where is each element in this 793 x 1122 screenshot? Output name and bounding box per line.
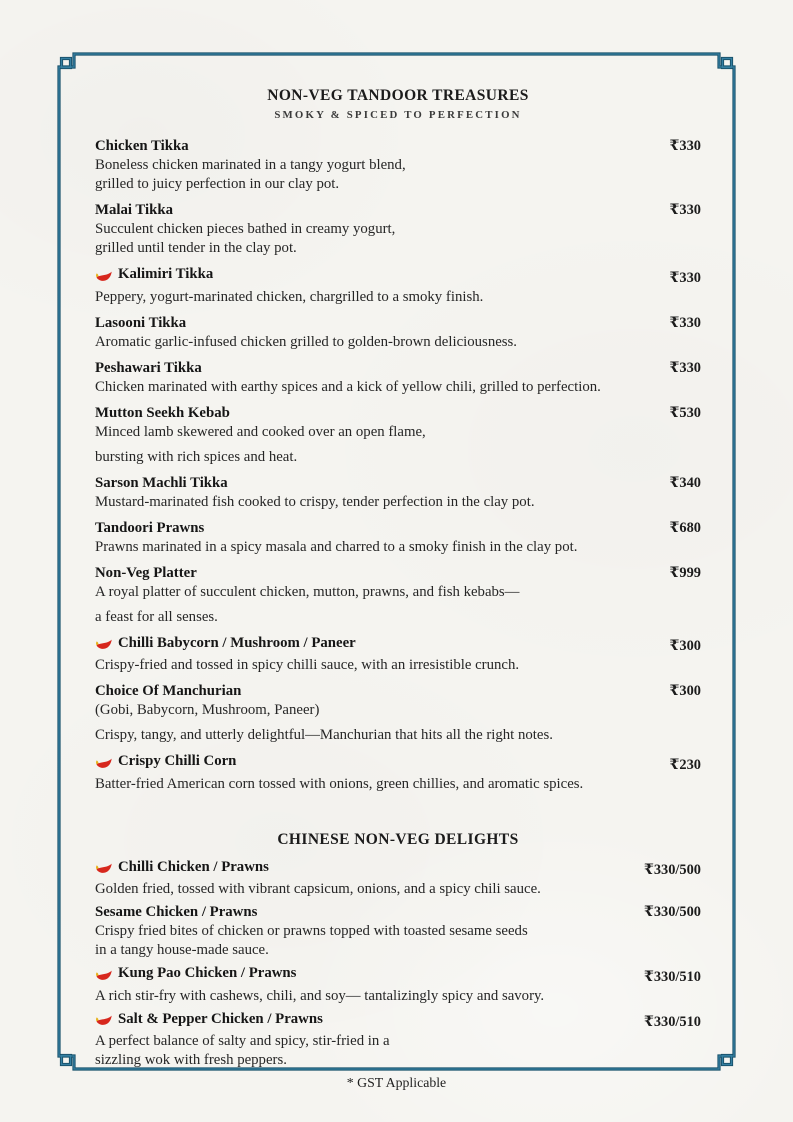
chili-icon: [95, 756, 112, 770]
item-name-text: Choice Of Manchurian: [95, 683, 242, 699]
item-description-line: A perfect balance of salty and spicy, stir-fried in a: [95, 1033, 390, 1049]
chili-icon: [95, 269, 112, 283]
menu-item: [95, 359, 701, 397]
item-price: ₹330/510: [643, 968, 701, 985]
chili-icon: [95, 861, 112, 875]
item-row: [95, 359, 701, 378]
chili-icon-glyph: [95, 269, 112, 283]
item-description-line: Succulent chicken pieces bathed in creamy yogurt,: [95, 221, 396, 237]
chili-icon-glyph: [95, 756, 112, 770]
menu-item: [95, 564, 701, 627]
item-description: [95, 220, 701, 258]
item-description-line: in a tangy house-made sauce.: [95, 942, 269, 958]
item-price: ₹230: [669, 756, 701, 773]
menu-item: [95, 964, 701, 1006]
gst-note: * GST Applicable: [346, 1075, 447, 1090]
item-name-text: Kalimiri Tikka: [118, 266, 214, 282]
item-description: [95, 288, 701, 307]
item-description-line: Mustard-marinated fish cooked to crispy, tender perfection in the clay pot.: [95, 493, 535, 510]
item-name-text: Chilli Chicken / Prawns: [118, 858, 269, 875]
item-row: [95, 519, 701, 538]
item-price: ₹330: [669, 269, 701, 286]
item-description-line: Crispy-fried and tossed in spicy chilli sauce, with an irresistible crunch.: [95, 657, 520, 673]
item-name-text: Malai Tikka: [95, 202, 173, 218]
item-description: [95, 538, 701, 557]
chili-icon-glyph: [95, 637, 112, 651]
item-price: ₹330/500: [643, 904, 701, 920]
item-name-text: Chicken Tikka: [95, 138, 189, 154]
item-name: [95, 964, 296, 983]
section-subtitle: SMOKY & SPICED TO PERFECTION: [274, 109, 522, 121]
item-price: ₹680: [669, 519, 701, 536]
item-name: [95, 314, 186, 333]
item-description-line: Prawns marinated in a spicy masala and charred to a smoky finish in the clay pot.: [95, 538, 578, 555]
item-description-line: Boneless chicken marinated in a tangy yogurt blend,: [95, 157, 406, 173]
item-description-line: Batter-fried American corn tossed with onions, green chillies, and aromatic spices.: [95, 775, 584, 792]
item-row: [95, 137, 701, 156]
item-row: [95, 964, 701, 987]
item-name-text: Tandoori Prawns: [95, 519, 205, 536]
item-description-line: bursting with rich spices and heat.: [95, 448, 298, 465]
item-description: [95, 156, 701, 194]
item-description-line: grilled until tender in the clay pot.: [95, 240, 297, 256]
chili-icon: [95, 968, 112, 982]
item-description: [95, 608, 701, 627]
item-price: ₹330: [669, 314, 701, 331]
item-row: [95, 201, 701, 220]
item-description: [95, 656, 701, 675]
item-name-text: Lasooni Tikka: [95, 314, 187, 331]
item-name: [95, 404, 230, 423]
item-name-text: Sarson Machli Tikka: [95, 474, 228, 491]
menu-item: [95, 634, 701, 676]
item-price: ₹330: [669, 202, 701, 218]
menu-item: [95, 1010, 701, 1071]
menu-item: [95, 137, 701, 194]
item-description-line: A royal platter of succulent chicken, mutton, prawns, and fish kebabs—: [95, 583, 520, 600]
item-price: ₹330/500: [643, 862, 701, 878]
menu-item: [95, 682, 701, 745]
item-name: [95, 1010, 323, 1029]
item-description: [95, 701, 701, 720]
item-description: [95, 922, 701, 960]
item-description: [95, 1032, 701, 1070]
item-row: [95, 858, 701, 881]
item-description-line: Crispy, tangy, and utterly delightful—Manchurian that hits all the right notes.: [95, 727, 553, 743]
menu-item: [95, 404, 701, 467]
item-description-line: Peppery, yogurt-marinated chicken, chargrilled to a smoky finish.: [95, 288, 484, 305]
item-row: [95, 634, 701, 657]
item-price: ₹330: [669, 138, 701, 154]
item-price: ₹530: [669, 404, 701, 421]
item-name: [95, 519, 204, 538]
item-description-line: a feast for all senses.: [95, 608, 218, 625]
item-name-text: Chilli Babycorn / Mushroom / Paneer: [118, 634, 356, 651]
item-row: [95, 682, 701, 701]
item-name: [95, 564, 197, 583]
item-name-text: Non-Veg Platter: [95, 564, 197, 581]
menu-item: [95, 903, 701, 960]
item-description-line: Minced lamb skewered and cooked over an open flame,: [95, 423, 426, 440]
item-description-line: grilled to juicy perfection in our clay pot.: [95, 176, 340, 192]
item-description: [95, 378, 701, 397]
item-name: [95, 474, 228, 493]
item-name-text: Salt & Pepper Chicken / Prawns: [118, 1010, 323, 1027]
item-price: ₹300: [669, 683, 701, 699]
section-title: CHINESE NON-VEG DELIGHTS: [277, 830, 519, 848]
item-name-text: Peshawari Tikka: [95, 359, 202, 376]
item-row: [95, 903, 701, 922]
item-price: ₹300: [669, 638, 701, 654]
item-name: [95, 903, 257, 922]
item-description-line: Chicken marinated with earthy spices and a kick of yellow chili, grilled to perfection.: [95, 378, 601, 395]
item-row: [95, 474, 701, 493]
menu-section: [95, 830, 701, 1071]
item-price: ₹999: [669, 564, 701, 581]
item-list: [95, 858, 701, 1071]
item-description-line: A rich stir-fry with cashews, chili, and soy— tantalizingly spicy and savory.: [95, 987, 545, 1004]
menu-content: [95, 86, 701, 1070]
item-row: [95, 1010, 701, 1033]
item-description-line: (Gobi, Babycorn, Mushroom, Paneer): [95, 702, 320, 718]
item-price: ₹330/510: [643, 1014, 701, 1030]
menu-item: [95, 201, 701, 258]
item-description: [95, 333, 701, 352]
item-description: [95, 448, 701, 467]
item-row: [95, 564, 701, 583]
item-price: ₹340: [669, 474, 701, 491]
menu-item: [95, 519, 701, 557]
item-description-line: Crispy fried bites of chicken or prawns topped with toasted sesame seeds: [95, 923, 528, 939]
item-name-text: Kung Pao Chicken / Prawns: [118, 965, 297, 981]
menu-item: [95, 474, 701, 512]
item-name: [95, 634, 356, 653]
item-name: [95, 137, 189, 156]
item-description: [95, 583, 701, 602]
item-name: [95, 359, 202, 378]
item-description: [95, 880, 701, 899]
item-row: [95, 314, 701, 333]
item-name: [95, 858, 269, 877]
item-row: [95, 404, 701, 423]
item-description: [95, 775, 701, 794]
item-description: [95, 987, 701, 1006]
item-name-text: Mutton Seekh Kebab: [95, 404, 230, 421]
item-description-line: sizzling wok with fresh peppers.: [95, 1052, 287, 1068]
menu-section: [95, 86, 701, 794]
menu-item: [95, 314, 701, 352]
item-name: [95, 682, 241, 701]
item-list: [95, 137, 701, 794]
chili-icon-glyph: [95, 861, 112, 875]
menu-item: [95, 752, 701, 794]
item-description: [95, 493, 701, 512]
item-name-text: Sesame Chicken / Prawns: [95, 904, 258, 920]
menu-item: [95, 858, 701, 900]
chili-icon-glyph: [95, 1013, 112, 1027]
item-row: [95, 265, 701, 288]
item-description-line: Golden fried, tossed with vibrant capsicum, onions, and a spicy chili sauce.: [95, 881, 541, 897]
item-description-line: Aromatic garlic-infused chicken grilled to golden-brown deliciousness.: [95, 333, 518, 350]
item-name: [95, 752, 236, 771]
item-description: [95, 726, 701, 745]
item-price: ₹330: [669, 359, 701, 376]
chili-icon: [95, 1013, 112, 1027]
chili-icon: [95, 637, 112, 651]
item-description: [95, 423, 701, 442]
item-row: [95, 752, 701, 775]
section-title: NON-VEG TANDOOR TREASURES: [267, 87, 529, 104]
item-name: [95, 201, 173, 220]
item-name-text: Crispy Chilli Corn: [118, 753, 237, 769]
chili-icon-glyph: [95, 968, 112, 982]
item-name: [95, 265, 213, 284]
menu-item: [95, 265, 701, 307]
